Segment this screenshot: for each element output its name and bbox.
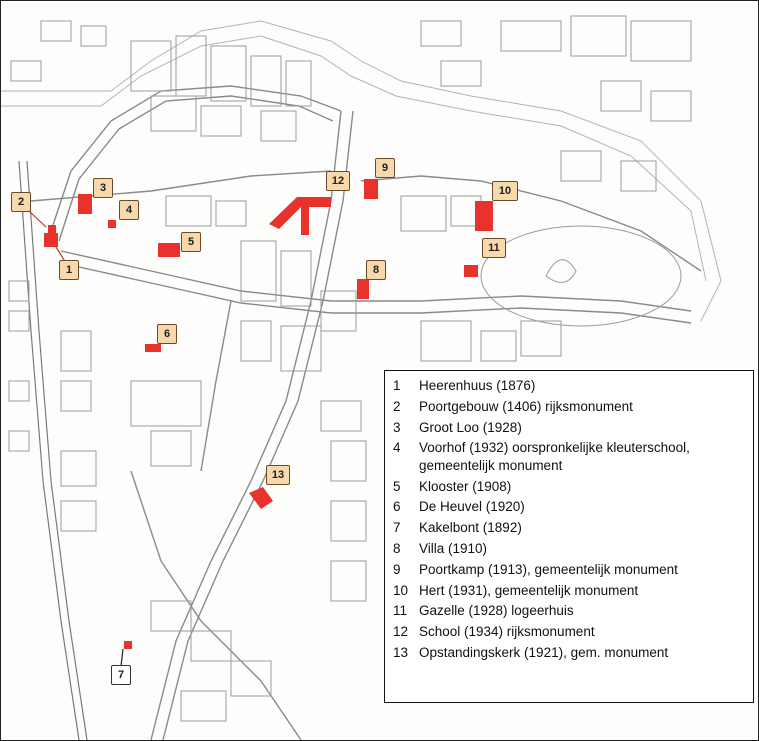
legend-label: Poortgebouw (1406) rijksmonument [419, 398, 633, 414]
legend-label: Hert (1931), gemeentelijk monument [419, 582, 639, 598]
legend-number: 4 [393, 440, 401, 456]
legend-number: 5 [393, 478, 401, 494]
building-11 [464, 265, 478, 277]
legend-number: 9 [393, 561, 401, 577]
building-6 [145, 344, 161, 352]
legend-label: Opstandingskerk (1921), gem. monument [419, 645, 669, 661]
legend-label: Gazelle (1928) logeerhuis [419, 603, 574, 619]
legend-item [393, 377, 747, 395]
map-marker-1[interactable]: 1 [59, 260, 79, 280]
map-marker-11[interactable]: 11 [482, 238, 506, 258]
legend-label: Klooster (1908) [419, 478, 512, 494]
legend-item [393, 582, 747, 600]
building-1 [44, 233, 58, 247]
legend-item [393, 419, 747, 437]
legend-item [393, 439, 747, 474]
legend-label: Groot Loo (1928) [419, 419, 522, 435]
map-marker-10[interactable]: 10 [492, 181, 518, 201]
legend-number: 6 [393, 499, 401, 515]
building-12b [301, 207, 309, 235]
building-13 [249, 487, 273, 509]
legend-number: 13 [393, 645, 409, 661]
map-legend [384, 370, 754, 703]
legend-label: Heerenhuus (1876) [419, 378, 536, 393]
legend-number: 3 [393, 419, 401, 435]
map-marker-8[interactable]: 8 [366, 260, 386, 280]
legend-label: Kakelbont (1892) [419, 520, 522, 536]
legend-item [393, 478, 747, 496]
legend-label: Voorhof (1932) oorspronkelijke kleuterschool, gemeentelijk monument [419, 440, 690, 473]
map-marker-13[interactable]: 13 [266, 465, 290, 485]
legend-number: 8 [393, 541, 401, 557]
legend-item [393, 398, 747, 416]
legend-number: 2 [393, 398, 401, 414]
legend-number: 1 [393, 378, 401, 393]
legend-item [393, 644, 747, 662]
background-area [1, 21, 721, 321]
map-marker-9[interactable]: 9 [375, 158, 395, 178]
building-8 [357, 279, 369, 299]
legend-item [393, 498, 747, 516]
map-marker-7[interactable]: 7 [111, 665, 131, 685]
building-2 [48, 225, 56, 233]
building-10 [475, 201, 493, 231]
building-4 [108, 220, 116, 228]
legend-label: Villa (1910) [419, 541, 488, 557]
building-12 [269, 197, 331, 229]
map-marker-4[interactable]: 4 [119, 200, 139, 220]
legend-item [393, 540, 747, 558]
legend-item [393, 519, 747, 537]
legend-label: School (1934) rijksmonument [419, 624, 595, 640]
building-5 [158, 243, 180, 257]
building-7 [124, 641, 132, 649]
building-9 [364, 179, 378, 199]
map-marker-5[interactable]: 5 [181, 232, 201, 252]
map-marker-2[interactable]: 2 [11, 192, 31, 212]
legend-label: Poortkamp (1913), gemeentelijk monument [419, 561, 678, 577]
legend-item [393, 623, 747, 641]
legend-label: De Heuvel (1920) [419, 499, 525, 515]
map-marker-6[interactable]: 6 [157, 324, 177, 344]
map-marker-12[interactable]: 12 [326, 171, 350, 191]
legend-number: 11 [393, 603, 408, 619]
legend-item [393, 561, 747, 579]
legend-number: 7 [393, 520, 401, 536]
legend-number: 10 [393, 582, 409, 598]
building-3 [78, 194, 92, 214]
legend-item [393, 602, 747, 620]
legend-number: 12 [393, 624, 409, 640]
map-marker-3[interactable]: 3 [93, 178, 113, 198]
